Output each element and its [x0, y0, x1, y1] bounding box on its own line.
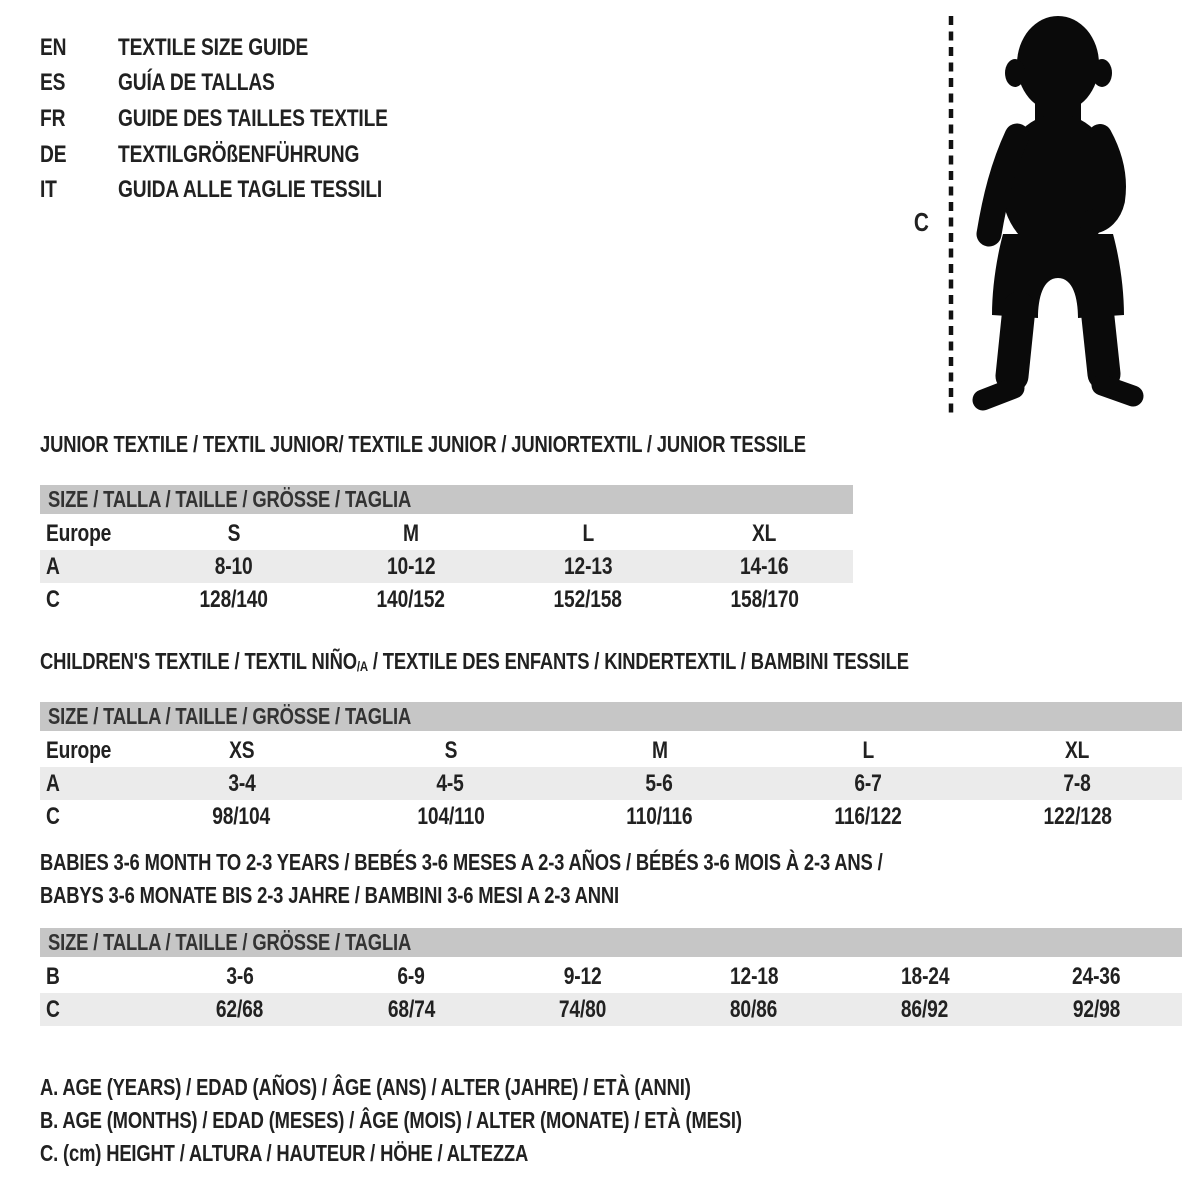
section-title-text: [40, 431, 806, 457]
size-cell: [146, 586, 323, 614]
row-label: [40, 803, 137, 831]
table-row: [40, 993, 1182, 1026]
size-cell: [154, 996, 325, 1024]
size-cell-text: M: [403, 519, 419, 547]
baby-height-figure: [900, 12, 1160, 424]
language-row: [40, 137, 455, 173]
size-cell: [497, 996, 668, 1024]
row-label-text: C: [46, 802, 60, 830]
size-header-label: SIZE / TALLA / TAILLE / GRÖSSE / TAGLIA: [48, 486, 412, 512]
table-row: [40, 550, 853, 583]
language-title-list: [40, 30, 455, 208]
size-cell: [325, 996, 496, 1024]
toddler-silhouette-icon: [900, 12, 1160, 424]
size-cell: [499, 520, 676, 548]
size-cell-text: 74/80: [558, 995, 607, 1023]
size-cell-text: 10-12: [386, 552, 436, 580]
size-cell: [323, 520, 500, 548]
language-code: DE: [40, 140, 67, 168]
language-title: TEXTILE SIZE GUIDE: [118, 33, 309, 61]
size-cell: [325, 963, 496, 991]
language-row: [40, 66, 455, 102]
size-cell-text: 128/140: [199, 585, 269, 613]
size-cell-text: 122/128: [1043, 802, 1112, 830]
size-cell: [154, 963, 325, 991]
row-label: [40, 737, 137, 765]
size-cell-text: 6-9: [397, 962, 425, 990]
size-cell: [1011, 996, 1182, 1024]
section-title-line: [40, 431, 997, 464]
size-cell-text: 110/116: [626, 802, 693, 830]
size-cell-text: 9-12: [563, 962, 602, 990]
table-row: [40, 517, 853, 550]
size-cell-text: 158/170: [730, 585, 799, 613]
section-title-part: BABIES 3-6 MONTH TO 2-3 YEARS / BEBÉS 3-6 MESES A 2-3 AÑOS / BÉBÉS 3-6 MOIS À 2-3 ANS /: [40, 849, 883, 875]
section-title-part: JUNIOR TEXTILE / TEXTIL JUNIOR/ TEXTILE JUNIOR / JUNIORTEXTIL / JUNIOR TESSILE: [40, 431, 806, 457]
size-header-label: SIZE / TALLA / TAILLE / GRÖSSE / TAGLIA: [48, 703, 412, 729]
size-header-label: SIZE / TALLA / TAILLE / GRÖSSE / TAGLIA: [48, 929, 412, 955]
size-cell-text: 18-24: [900, 962, 950, 990]
babies-section-title: [40, 849, 1093, 915]
size-cell: [764, 770, 973, 798]
language-title: GUIDA ALLE TAGLIE TESSILI: [118, 176, 383, 204]
language-row: [40, 101, 455, 137]
legend-line: [40, 1107, 917, 1140]
size-header-bar: [40, 485, 853, 514]
section-title-text: [40, 849, 883, 875]
size-cell: [323, 553, 500, 581]
size-cell-text: 86/92: [901, 995, 949, 1023]
row-label: [40, 963, 154, 991]
language-title: TEXTILGRÖßENFÜHRUNG: [118, 140, 360, 168]
section-title-text: [40, 648, 909, 678]
toddler-silhouette-shape: [983, 16, 1133, 400]
size-cell: [323, 586, 500, 614]
language-row: [40, 172, 455, 208]
row-label-text: A: [46, 769, 60, 797]
size-cell-text: 14-16: [740, 552, 789, 580]
babies-size-table: [40, 928, 1182, 1026]
size-cell: [764, 803, 973, 831]
table-row: [40, 960, 1182, 993]
table-row: [40, 734, 1182, 767]
size-cell-text: S: [444, 736, 457, 764]
row-label: [40, 520, 146, 548]
size-cell-text: 4-5: [436, 769, 465, 797]
size-cell: [346, 803, 555, 831]
row-label: [40, 770, 137, 798]
size-cell-text: L: [581, 519, 594, 547]
size-header-bar: [40, 928, 1182, 957]
section-title-part: BABYS 3-6 MONATE BIS 2-3 JAHRE / BAMBINI 3-6 MESI A 2-3 ANNI: [40, 882, 619, 908]
row-label: [40, 586, 146, 614]
size-cell: [676, 520, 853, 548]
size-cell-text: 5-6: [645, 769, 674, 797]
size-cell: [555, 770, 764, 798]
children-size-table: [40, 702, 1182, 833]
size-cell: [973, 770, 1182, 798]
size-cell-text: 140/152: [376, 585, 446, 613]
size-cell-text: 62/68: [216, 995, 264, 1023]
legend-line-text: A. AGE (YEARS) / EDAD (AÑOS) / ÂGE (ANS) / ALTER (JAHRE) / ETÀ (ANNI): [40, 1074, 691, 1100]
height-measure-label: C: [913, 207, 929, 237]
row-label: [40, 996, 154, 1024]
size-cell-text: 68/74: [387, 995, 435, 1023]
row-label: [40, 553, 146, 581]
size-cell-text: XS: [228, 736, 255, 764]
language-row: [40, 30, 455, 66]
language-title: GUÍA DE TALLAS: [118, 69, 275, 97]
size-cell-text: 98/104: [212, 802, 271, 830]
size-cell-text: 12-13: [563, 552, 612, 580]
size-cell: [973, 803, 1182, 831]
size-cell-text: 12-18: [729, 962, 778, 990]
size-cell-text: 7-8: [1063, 769, 1092, 797]
language-code: EN: [40, 33, 67, 61]
size-cell-text: 104/110: [416, 802, 485, 830]
row-label-text: Europe: [46, 519, 112, 547]
row-label-text: Europe: [46, 736, 112, 764]
section-title-text: [40, 882, 619, 908]
legend-line-text: B. AGE (MONTHS) / EDAD (MESES) / ÂGE (MOIS) / ALTER (MONATE) / ETÀ (MESI): [40, 1106, 742, 1133]
size-cell: [497, 963, 668, 991]
row-label-text: A: [46, 552, 60, 580]
section-title-part: /A: [356, 659, 368, 676]
size-cell: [668, 996, 839, 1024]
size-cell-text: M: [651, 736, 668, 764]
size-cell: [839, 996, 1010, 1024]
section-title-part: CHILDREN'S TEXTILE / TEXTIL NIÑO: [40, 648, 357, 674]
row-label-text: B: [46, 962, 60, 990]
size-cell: [137, 737, 346, 765]
language-title: GUIDE DES TAILLES TEXTILE: [118, 104, 388, 132]
size-cell-text: L: [862, 736, 875, 764]
size-cell-text: 80/86: [730, 995, 778, 1023]
children-section-title: [40, 648, 1126, 681]
size-cell: [137, 803, 346, 831]
size-cell: [555, 803, 764, 831]
size-cell-text: XL: [1065, 736, 1090, 764]
size-cell: [146, 520, 323, 548]
junior-size-table: [40, 485, 853, 616]
language-code: IT: [40, 176, 57, 204]
size-cell-text: 92/98: [1072, 995, 1120, 1023]
language-code: FR: [40, 104, 66, 132]
size-cell: [346, 737, 555, 765]
size-cell: [146, 553, 323, 581]
legend-line: [40, 1074, 917, 1107]
size-cell: [1011, 963, 1182, 991]
size-cell: [676, 553, 853, 581]
measurement-legend: [40, 1074, 917, 1172]
legend-line-text: C. (cm) HEIGHT / ALTURA / HAUTEUR / HÖHE / ALTEZZA: [40, 1139, 529, 1166]
section-title-part: / TEXTILE DES ENFANTS / KINDERTEXTIL / BAMBINI TESSILE: [367, 648, 909, 674]
size-cell: [555, 737, 764, 765]
row-label-text: C: [46, 585, 60, 613]
size-cell-text: XL: [752, 519, 777, 547]
size-cell: [137, 770, 346, 798]
size-cell-text: 3-6: [226, 962, 254, 990]
size-cell-text: 152/158: [553, 585, 622, 613]
junior-section-title: [40, 431, 997, 464]
size-cell-text: 8-10: [215, 552, 253, 580]
size-cell-text: 24-36: [1072, 962, 1121, 990]
size-cell-text: 116/122: [834, 802, 903, 830]
size-cell: [499, 586, 676, 614]
section-title-line: [40, 849, 1093, 882]
size-header-bar: [40, 702, 1182, 731]
size-cell: [676, 586, 853, 614]
size-cell-text: S: [227, 519, 241, 547]
language-code: ES: [40, 69, 66, 97]
legend-line: [40, 1140, 917, 1173]
size-cell: [668, 963, 839, 991]
section-title-line: [40, 648, 1126, 681]
size-cell: [973, 737, 1182, 765]
size-cell: [499, 553, 676, 581]
size-cell-text: 6-7: [854, 769, 883, 797]
table-row: [40, 583, 853, 616]
section-title-line: [40, 882, 1093, 915]
size-cell-text: 3-4: [227, 769, 256, 797]
size-cell: [839, 963, 1010, 991]
size-cell: [764, 737, 973, 765]
table-row: [40, 767, 1182, 800]
size-cell: [346, 770, 555, 798]
row-label-text: C: [46, 995, 60, 1023]
table-row: [40, 800, 1182, 833]
